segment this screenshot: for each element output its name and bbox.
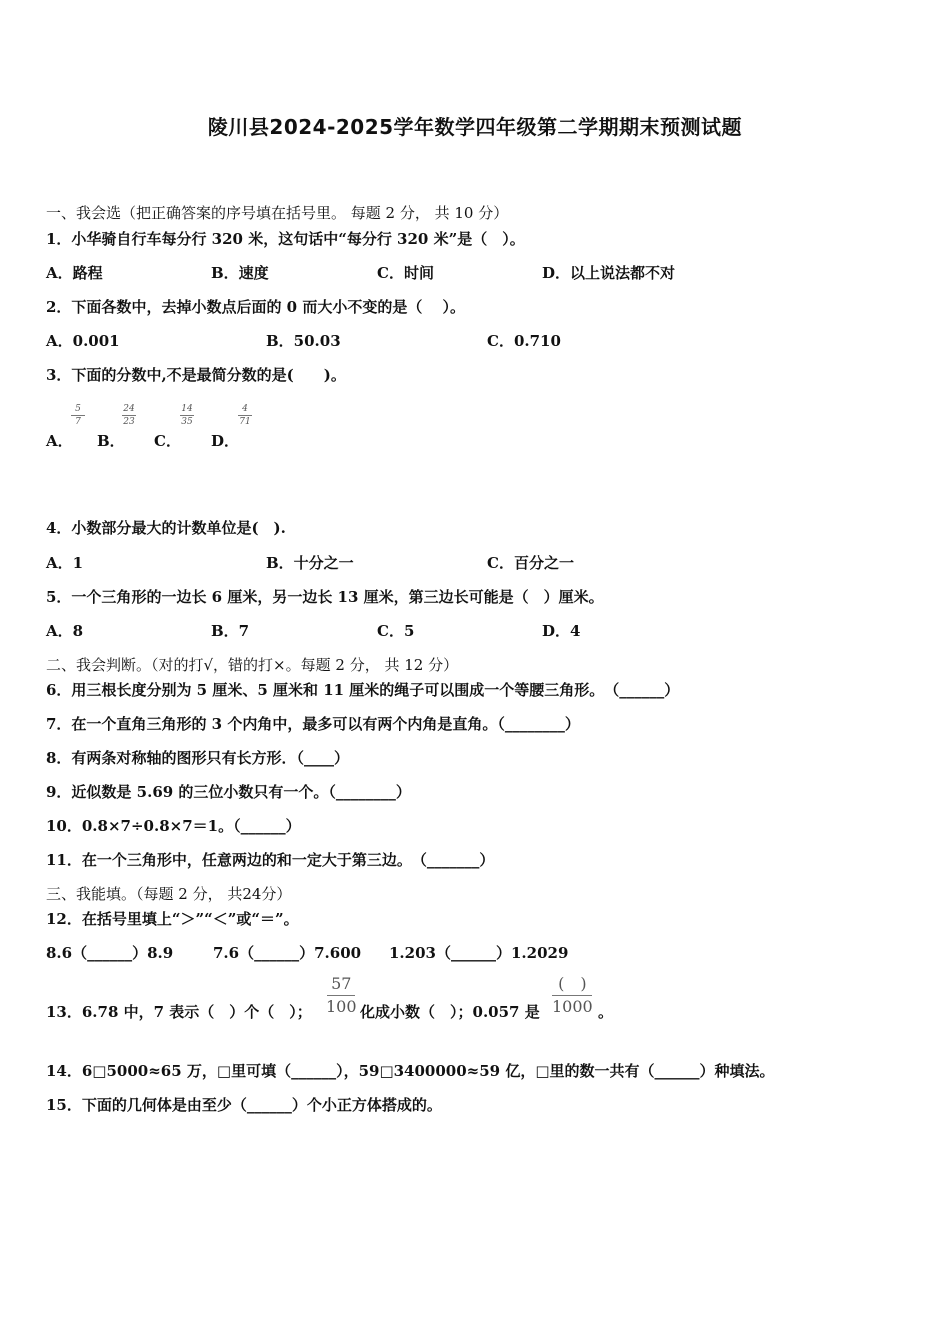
question-14: 14．6□5000≈65 万，□里可填（______），59□3400000≈59 亿，□里的数一共有（______）种填法。 bbox=[46, 1062, 775, 1080]
fraction-bar bbox=[327, 995, 355, 996]
question-15: 15．下面的几何体是由至少（______）个小正方体搭成的。 bbox=[46, 1096, 442, 1114]
q3-option-a-label: A． bbox=[46, 432, 73, 450]
fraction-bar bbox=[238, 415, 252, 416]
fraction-numerator: 4 bbox=[242, 404, 248, 414]
q12-item-3: 1.203（______）1.2029 bbox=[389, 944, 569, 962]
question-4: 4．小数部分最大的计数单位是( ). bbox=[46, 519, 286, 537]
question-12: 12．在括号里填上“＞”“＜”或“＝”。 bbox=[46, 910, 299, 928]
q12-item-2: 7.6（______）7.600 bbox=[213, 944, 362, 962]
q5-option-d: D．4 bbox=[542, 622, 581, 640]
q2-option-a: A．0.001 bbox=[46, 332, 120, 350]
section-3-heading: 三、我能填。（每题 2 分， 共24分） bbox=[46, 885, 292, 903]
question-6: 6．用三根长度分别为 5 厘米、5 厘米和 11 厘米的绳子可以围成一个等腰三角形。 （______） bbox=[46, 681, 680, 699]
fraction-bar bbox=[71, 415, 85, 416]
fraction-bar bbox=[552, 995, 592, 996]
section-1-heading: 一、我会选（把正确答案的序号填在括号里。 每题 2 分， 共 10 分） bbox=[46, 204, 509, 222]
q3-fraction-d bbox=[238, 404, 252, 427]
question-13-part-2: 化成小数（ ）；0.057 是 bbox=[360, 1003, 540, 1021]
q2-option-c: C．0.710 bbox=[487, 332, 561, 350]
fraction-denominator: 71 bbox=[239, 417, 251, 427]
fraction-denominator: 100 bbox=[326, 997, 357, 1016]
q3-option-b-label: B． bbox=[97, 432, 125, 450]
page-title: 陵川县2024-2025学年数学四年级第二学期期末预测试题 bbox=[207, 115, 743, 139]
fraction-numerator: 24 bbox=[123, 404, 135, 414]
q4-option-a: A．1 bbox=[46, 554, 84, 572]
question-9: 9．近似数是 5.69 的三位小数只有一个。（________） bbox=[46, 783, 411, 801]
q1-option-c: C．时间 bbox=[377, 264, 434, 282]
fraction-denominator: 23 bbox=[123, 417, 135, 427]
q3-option-d-label: D． bbox=[211, 432, 240, 450]
q1-option-d: D．以上说法都不对 bbox=[542, 264, 676, 282]
q3-fraction-a bbox=[71, 404, 85, 427]
q3-option-c-label: C． bbox=[154, 432, 181, 450]
q2-option-b: B．50.03 bbox=[266, 332, 341, 350]
question-11: 11．在一个三角形中，任意两边的和一定大于第三边。 （_______） bbox=[46, 851, 495, 869]
section-2-heading: 二、我会判断。（对的打√，错的打×。每题 2 分， 共 12 分） bbox=[46, 656, 459, 674]
question-13-part-1: 13．6.78 中，7 表示（ ）个（ ）； bbox=[46, 1003, 312, 1021]
q12-item-1: 8.6（______）8.9 bbox=[46, 944, 174, 962]
fraction-bar bbox=[180, 415, 194, 416]
fraction-numerator: 57 bbox=[331, 974, 352, 993]
fraction-numerator: 5 bbox=[75, 404, 81, 414]
question-10: 10．0.8×7÷0.8×7＝1。（______） bbox=[46, 817, 301, 835]
question-7: 7．在一个直角三角形的 3 个内角中，最多可以有两个内角是直角。（________） bbox=[46, 715, 580, 733]
q4-option-b: B．十分之一 bbox=[266, 554, 354, 572]
q3-fraction-b bbox=[122, 404, 136, 427]
fraction-denominator: 7 bbox=[75, 417, 81, 427]
q4-option-c: C．百分之一 bbox=[487, 554, 574, 572]
question-8: 8．有两条对称轴的图形只有长方形．（____） bbox=[46, 749, 349, 767]
fraction-numerator: 14 bbox=[181, 404, 193, 414]
question-1: 1．小华骑自行车每分行 320 米，这句话中“每分行 320 米”是（ ）。 bbox=[46, 230, 525, 248]
fraction-denominator: 35 bbox=[181, 417, 193, 427]
q1-option-a: A．路程 bbox=[46, 264, 103, 282]
q13-fraction-2 bbox=[552, 975, 593, 1016]
q3-fraction-c bbox=[180, 404, 194, 427]
question-2: 2．下面各数中，去掉小数点后面的 0 而大小不变的是（ ）。 bbox=[46, 298, 466, 316]
fraction-denominator: 1000 bbox=[552, 997, 593, 1016]
question-3: 3．下面的分数中,不是最简分数的是( )。 bbox=[46, 366, 346, 384]
q5-option-c: C．5 bbox=[377, 622, 415, 640]
question-13-part-3: 。 bbox=[598, 1003, 614, 1021]
fraction-bar bbox=[122, 415, 136, 416]
fraction-numerator: ( ) bbox=[558, 974, 587, 993]
q1-option-b: B．速度 bbox=[211, 264, 269, 282]
q5-option-b: B．7 bbox=[211, 622, 250, 640]
q13-fraction-1 bbox=[326, 975, 357, 1016]
question-5: 5．一个三角形的一边长 6 厘米，另一边长 13 厘米，第三边长可能是（ ）厘米。 bbox=[46, 588, 604, 606]
q5-option-a: A．8 bbox=[46, 622, 84, 640]
